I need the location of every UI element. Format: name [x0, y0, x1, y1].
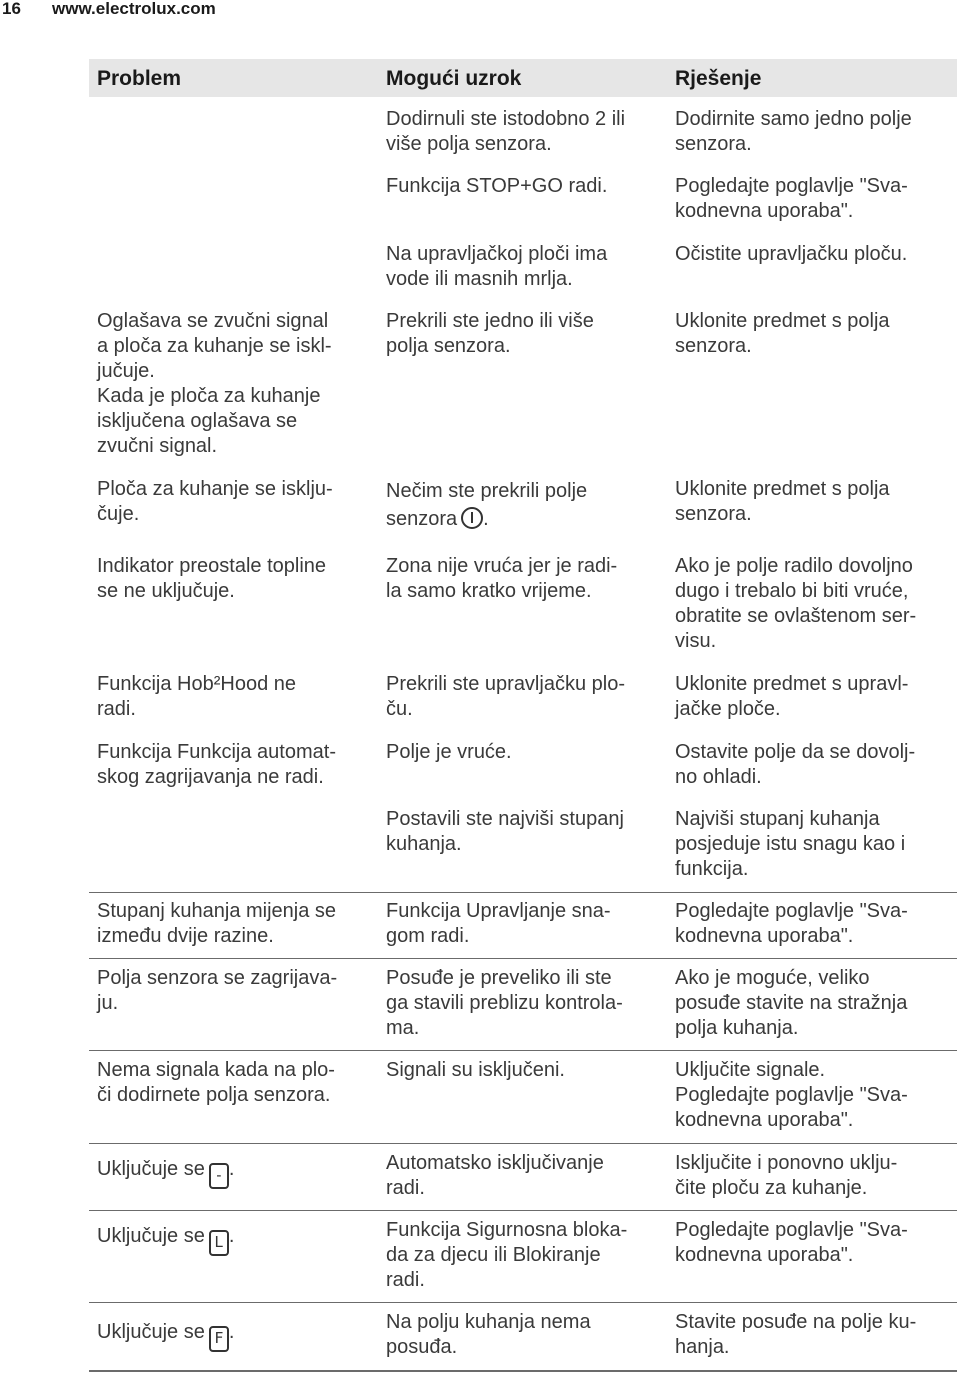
solution-cell: Uklonite predmet s polja senzora.: [675, 310, 890, 357]
cause-text: Nečim ste prekrili polje senzora: [386, 480, 588, 530]
header-problem: Problem: [97, 67, 182, 90]
cause-cell: Funkcija Upravljanje sna- gom radi.: [386, 900, 611, 947]
cause-cell: Zona nije vruća jer je radi- la samo kratko vrijeme.: [386, 555, 618, 602]
cause-cell: Prekrili ste upravljačku plo- ču.: [386, 673, 625, 720]
cause-cell: Signali su isključeni.: [386, 1059, 565, 1081]
page-header: [0, 0, 960, 20]
cause-cell: Na polju kuhanja nema posuđa.: [386, 1311, 591, 1358]
cause-cell: Na upravljačkoj ploči ima vode ili masnih mrlja.: [386, 243, 608, 290]
problem-cell: Ploča za kuhanje se isklju- čuje.: [97, 478, 333, 525]
display-f-icon: F: [209, 1326, 229, 1352]
table-header: [89, 59, 957, 97]
cause-cell: Dodirnuli ste istodobno 2 ili više polja senzora.: [386, 108, 626, 155]
site-url: www.electrolux.com: [52, 0, 216, 18]
period: .: [228, 1225, 235, 1247]
solution-cell: Ostavite polje da se dovolj- no ohladi.: [675, 741, 916, 788]
table-row: [89, 309, 957, 469]
solution-cell: Očistite upravljačku ploču.: [675, 243, 908, 265]
period: .: [228, 1158, 235, 1180]
table-row: [89, 966, 957, 1051]
on-off-sensor-icon: [461, 507, 483, 529]
table-row: [89, 107, 957, 167]
cause-cell: Polje je vruće.: [386, 741, 512, 763]
header-cause: Mogući uzrok: [386, 67, 522, 90]
table-row: [89, 477, 957, 547]
table-row: [89, 1058, 957, 1144]
problem-text: Uključuje se: [97, 1158, 205, 1180]
table-row: [89, 807, 957, 893]
problem-cell: Funkcija Funkcija automat- skog zagrijavanja ne radi.: [97, 741, 336, 788]
display-l-icon: L: [209, 1230, 229, 1256]
cause-cell: Postavili ste najviši stupanj kuhanja.: [386, 808, 624, 855]
problem-cell: Funkcija Hob²Hood ne radi.: [97, 673, 296, 720]
solution-cell: Pogledajte poglavlje "Sva- kodnevna uporaba".: [675, 175, 908, 222]
solution-cell: Stavite posuđe na polje ku- hanja.: [675, 1311, 917, 1358]
solution-cell: Isključite i ponovno uklju- čite ploču za kuhanje.: [675, 1152, 898, 1199]
table-row: [89, 242, 957, 302]
cause-cell: Posuđe je preveliko ili ste ga stavili preblizu kontrola- ma.: [386, 967, 623, 1039]
table-row: [89, 1218, 957, 1303]
table-row: [89, 1310, 957, 1368]
cause-cell: Automatsko isključivanje radi.: [386, 1152, 604, 1199]
solution-cell: Uklonite predmet s upravl- jačke ploče.: [675, 673, 909, 720]
solution-cell: Ako je polje radilo dovoljno dugo i trebalo bi biti vruće, obratite se ovlaštenom ser- visu.: [675, 555, 917, 652]
solution-cell: Pogledajte poglavlje "Sva- kodnevna uporaba".: [675, 900, 908, 947]
problem-cell: [97, 1157, 372, 1189]
problem-cell: Indikator preostale topline se ne uključuje.: [97, 555, 327, 602]
display-dash-icon: -: [209, 1163, 229, 1189]
solution-cell: Uklonite predmet s polja senzora.: [675, 478, 890, 525]
period: .: [228, 1321, 235, 1343]
problem-cell: Nema signala kada na plo- či dodirnete polja senzora.: [97, 1059, 335, 1106]
problem-cell: [97, 1224, 372, 1256]
problem-text: Uključuje se: [97, 1225, 205, 1247]
table-row: [89, 740, 957, 800]
table-row: [89, 1151, 957, 1211]
header-solution: Rješenje: [675, 67, 762, 90]
table-row: [89, 899, 957, 959]
table-bottom-border: [89, 1370, 957, 1372]
table-row: [89, 672, 957, 732]
solution-cell: Pogledajte poglavlje "Sva- kodnevna uporaba".: [675, 1219, 908, 1266]
cause-cell: [386, 477, 666, 533]
problem-cell: Polja senzora se zagrijava- ju.: [97, 967, 338, 1014]
table-row: [89, 554, 957, 664]
solution-cell: Dodirnite samo jedno polje senzora.: [675, 108, 912, 155]
table-row: [89, 174, 957, 234]
problem-cell: Oglašava se zvučni signal a ploča za kuhanje se iskl- jučuje. Kada je ploča za kuhanje isključena oglašava se zvučni signal.: [97, 310, 332, 457]
period: .: [483, 508, 489, 530]
problem-cell: [97, 1320, 372, 1352]
cause-cell: Prekrili ste jedno ili više polja senzora.: [386, 310, 594, 357]
solution-cell: Uključite signale. Pogledajte poglavlje "Sva- kodnevna uporaba".: [675, 1059, 908, 1131]
solution-cell: Najviši stupanj kuhanja posjeduje istu snagu kao i funkcija.: [675, 808, 906, 880]
problem-text: Uključuje se: [97, 1321, 205, 1343]
problem-cell: Stupanj kuhanja mijenja se između dvije razine.: [97, 900, 337, 947]
page-number: 16: [2, 0, 21, 18]
solution-cell: Ako je moguće, veliko posuđe stavite na stražnja polja kuhanja.: [675, 967, 908, 1039]
cause-cell: Funkcija STOP+GO radi.: [386, 175, 608, 197]
cause-cell: Funkcija Sigurnosna bloka- da za djecu ili Blokiranje radi.: [386, 1219, 628, 1291]
